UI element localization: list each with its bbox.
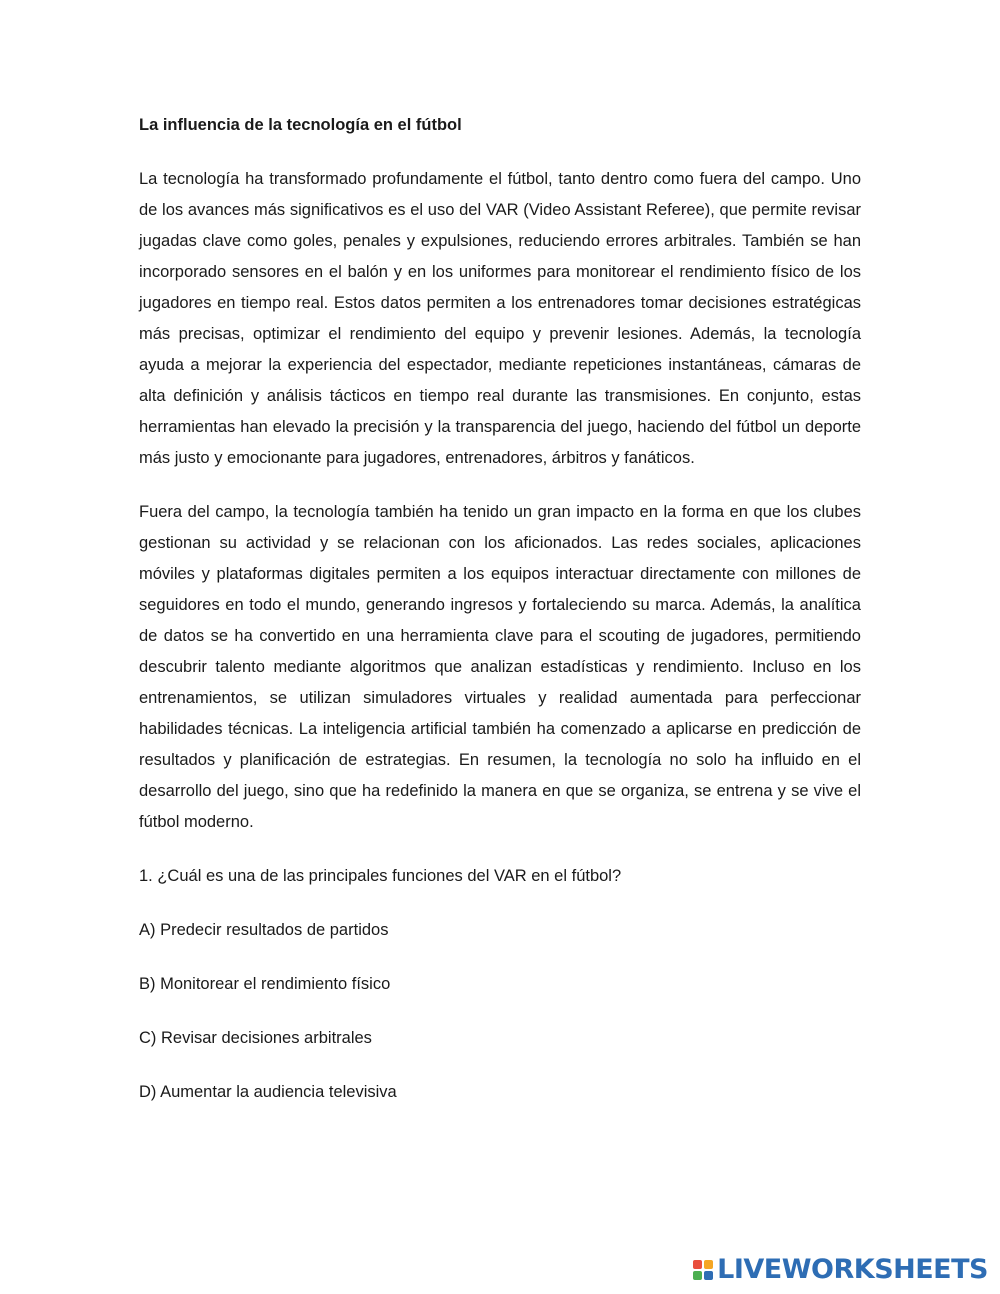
- question-1: 1. ¿Cuál es una de las principales funciones del VAR en el fútbol?: [139, 867, 622, 885]
- option-b[interactable]: B) Monitorear el rendimiento físico: [139, 975, 391, 993]
- logo-mark-icon: [693, 1260, 713, 1280]
- logo-mark-square: [704, 1271, 713, 1280]
- document-title: La influencia de la tecnología en el fútbol: [139, 116, 462, 134]
- logo-mark-square: [693, 1260, 702, 1269]
- logo-mark-square: [704, 1260, 713, 1269]
- option-a[interactable]: A) Predecir resultados de partidos: [139, 921, 389, 939]
- logo-mark-square: [693, 1271, 702, 1280]
- liveworksheets-logo: [693, 1256, 988, 1284]
- logo-text: LIVEWORKSHEETS: [717, 1254, 988, 1285]
- paragraph-1: La tecnología ha transformado profundamente el fútbol, tanto dentro como fuera del campo. Uno de los avances más significativos es el uso del VAR (Video Assistant Referee), que permite revisar jugadas clave como goles, penales y expulsiones, reduciendo errores arbitrales. También se han incorporado sensores en el balón y en los uniformes para monitorear el rendimiento físico de los jugadores en tiempo real. Estos datos permiten a los entrenadores tomar decisiones estratégicas más precisas, optimizar el rendimiento del equipo y prevenir lesiones. Además, la tecnología ayuda a mejorar la experiencia del espectador, mediante repeticiones instantáneas, cámaras de alta definición y análisis tácticos en tiempo real durante las transmisiones. En conjunto, estas herramientas han elevado la precisión y la transparencia del juego, haciendo del fútbol un deporte más justo y emocionante para jugadores, entrenadores, árbitros y fanáticos.: [139, 170, 861, 467]
- paragraph-2: Fuera del campo, la tecnología también ha tenido un gran impacto en la forma en que los clubes gestionan su actividad y se relacionan con los aficionados. Las redes sociales, aplicaciones móviles y plataformas digitales permiten a los equipos interactuar directamente con millones de seguidores en todo el mundo, generando ingresos y fortaleciendo su marca. Además, la analítica de datos se ha convertido en una herramienta clave para el scouting de jugadores, permitiendo descubrir talento mediante algoritmos que analizan estadísticas y rendimiento. Incluso en los entrenamientos, se utilizan simuladores virtuales y realidad aumentada para perfeccionar habilidades técnicas. La inteligencia artificial también ha comenzado a aplicarse en predicción de resultados y planificación de estrategias. En resumen, la tecnología no solo ha influido en el desarrollo del juego, sino que ha redefinido la manera en que se organiza, se entrena y se vive el fútbol moderno.: [139, 503, 861, 831]
- option-d[interactable]: D) Aumentar la audiencia televisiva: [139, 1083, 397, 1101]
- worksheet-content: [139, 110, 861, 1131]
- option-c[interactable]: C) Revisar decisiones arbitrales: [139, 1029, 372, 1047]
